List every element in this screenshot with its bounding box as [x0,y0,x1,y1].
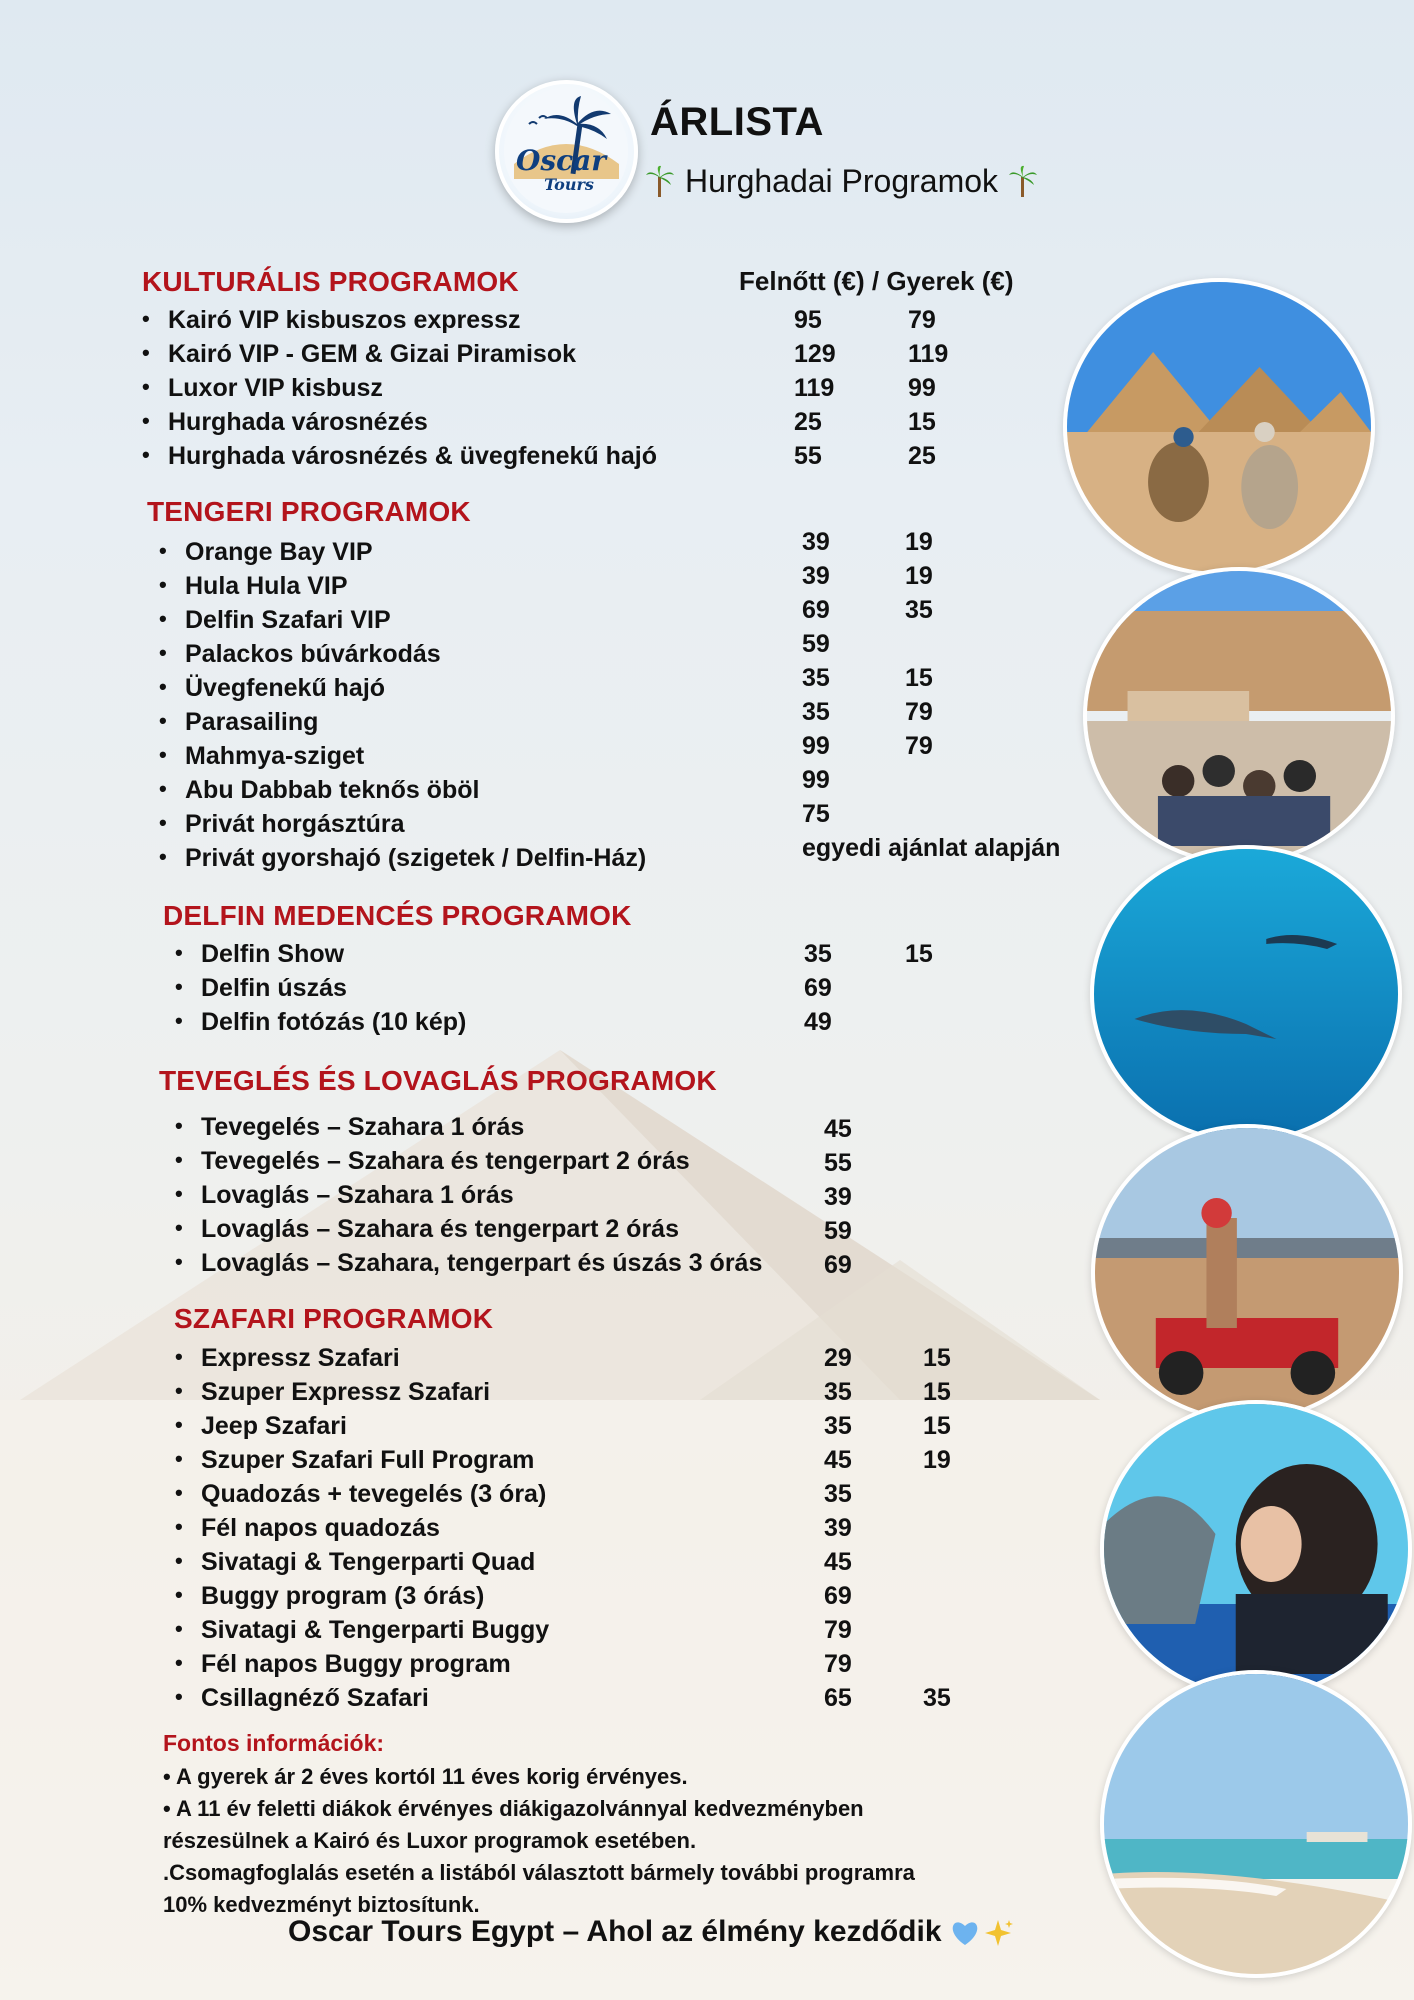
bullet-icon: • [142,442,150,467]
sparkles-icon [984,1918,1014,1948]
program-name: Delfin Show [201,940,345,968]
adult-price: 79 [824,1650,852,1678]
adult-price: 69 [802,596,830,624]
program-name: Jeep Szafari [201,1412,347,1440]
page-subtitle [645,163,1038,200]
section-title-safari: SZAFARI PROGRAMOK [174,1303,494,1334]
section-title-sea: TENGERI PROGRAMOK [147,496,471,527]
adult-price: 59 [824,1217,852,1245]
program-name: Fél napos quadozás [201,1514,440,1542]
program-name: Lovaglás – Szahara, tengerpart és úszás 3 órás [201,1249,763,1277]
adult-price: 49 [804,1008,832,1036]
adult-price: 45 [824,1548,852,1576]
program-name: Delfin Szafari VIP [185,606,391,634]
adult-price: 69 [804,974,832,1002]
program-name: Mahmya-sziget [185,742,365,770]
program-name: Lovaglás – Szahara 1 órás [201,1181,514,1209]
adult-price: 69 [824,1582,852,1610]
desert-quad-photo [1091,1124,1403,1422]
adult-price: 35 [804,940,832,968]
adult-price: 35 [824,1412,852,1440]
adult-price: 99 [802,732,830,760]
program-name: Delfin úszás [201,974,347,1002]
program-name: Üvegfenekű hajó [185,674,386,702]
bullet-icon: • [175,1582,183,1607]
program-name: Orange Bay VIP [185,538,373,566]
adult-price: 65 [824,1684,852,1712]
child-price: 79 [905,698,933,726]
child-price: 19 [905,562,933,590]
program-name: Sivatagi & Tengerparti Buggy [201,1616,550,1644]
bullet-icon: • [159,674,167,699]
adult-price: 39 [824,1514,852,1542]
logo-text-tours: Tours [544,175,594,194]
child-price: 19 [923,1446,951,1474]
adult-price: 39 [824,1183,852,1211]
bullet-icon: • [175,1616,183,1641]
bullet-icon: • [175,1514,183,1539]
bullet-icon: • [175,1008,183,1033]
section-title-camel-horse: TEVEGLÉS ÉS LOVAGLÁS PROGRAMOK [159,1065,717,1096]
bullet-icon: • [159,810,167,835]
program-name: Hurghada városnézés & üvegfenekű hajó [168,442,658,470]
beach-shore-photo [1100,1670,1412,1978]
adult-price: 35 [824,1378,852,1406]
program-name: Kairó VIP - GEM & Gizai Piramisok [168,340,576,368]
bullet-icon: • [175,1412,183,1437]
blue-heart-icon [950,1919,980,1947]
program-name: Quadozás + tevegelés (3 óra) [201,1480,547,1508]
bullet-icon: • [159,844,167,869]
child-price: 119 [908,340,949,368]
info-title: Fontos információk: [163,1730,385,1756]
bullet-icon: • [175,1147,183,1172]
program-name: Lovaglás – Szahara és tengerpart 2 órás [201,1215,679,1243]
adult-price: 25 [794,408,822,436]
program-name: Hula Hula VIP [185,572,348,600]
child-price: 15 [923,1344,951,1372]
section-title-dolphin: DELFIN MEDENCÉS PROGRAMOK [163,900,632,931]
child-price: 99 [908,374,936,402]
adult-price: 39 [802,528,830,556]
program-name: Tevegelés – Szahara 1 órás [201,1113,525,1141]
bullet-icon: • [175,1548,183,1573]
adult-price: 129 [794,340,836,368]
child-price: 15 [908,408,936,436]
bullet-icon: • [175,1446,183,1471]
program-name: Sivatagi & Tengerparti Quad [201,1548,536,1576]
child-price: 15 [905,940,933,968]
child-price: 19 [905,528,933,556]
adult-price: 55 [794,442,822,470]
adult-price: 35 [824,1480,852,1508]
program-name: Delfin fotózás (10 kép) [201,1008,467,1036]
bullet-icon: • [175,1215,183,1240]
info-line: • A 11 év feletti diákok érvényes diákigazolvánnyal kedvezményben [163,1796,864,1821]
adult-price: 35 [802,664,830,692]
adult-price: 35 [802,698,830,726]
program-name: Privát gyorshajó (szigetek / Delfin-Ház) [185,844,647,872]
adult-price: 99 [802,766,830,794]
program-name: Fél napos Buggy program [201,1650,511,1678]
bullet-icon: • [142,374,150,399]
bullet-icon: • [142,340,150,365]
program-name: Csillagnéző Szafari [201,1684,429,1712]
adult-price: 55 [824,1149,852,1177]
program-name: Abu Dabbab teknős öböl [185,776,480,804]
adult-price: 95 [794,306,822,334]
bullet-icon: • [175,1378,183,1403]
child-price: 15 [923,1378,951,1406]
bullet-icon: • [159,708,167,733]
bullet-icon: • [175,1650,183,1675]
program-name: Privát horgásztúra [185,810,405,838]
adult-price: 45 [824,1115,852,1143]
child-price: 25 [908,442,936,470]
bullet-icon: • [159,742,167,767]
bullet-icon: • [175,1684,183,1709]
subtitle-text: Hurghadai Programok [685,163,999,199]
dolphin-kiss-photo [1100,1400,1412,1698]
palm-tree-icon [645,165,675,199]
adult-price: 59 [802,630,830,658]
bullet-icon: • [175,1344,183,1369]
program-name: Buggy program (3 órás) [201,1582,485,1610]
luxor-temple-group-photo [1083,567,1395,865]
footer-slogan [288,1915,1014,1949]
bullet-icon: • [175,974,183,999]
program-name: Expressz Szafari [201,1344,400,1372]
program-name: Parasailing [185,708,319,736]
bullet-icon: • [159,606,167,631]
palm-tree-icon [1008,165,1038,199]
bullet-icon: • [175,1480,183,1505]
underwater-dolphin-photo [1090,845,1402,1143]
adult-price: 45 [824,1446,852,1474]
bullet-icon: • [142,306,150,331]
child-price: 15 [923,1412,951,1440]
adult-price: 119 [794,374,835,402]
program-name: Szuper Szafari Full Program [201,1446,535,1474]
program-name: Szuper Expressz Szafari [201,1378,491,1406]
adult-price: 79 [824,1616,852,1644]
bullet-icon: • [175,1249,183,1274]
adult-price: 39 [802,562,830,590]
bullet-icon: • [159,776,167,801]
bullet-icon: • [175,1113,183,1138]
page-title: ÁRLISTA [650,100,824,144]
adult-price: 29 [824,1344,852,1372]
adult-price: 75 [802,800,830,828]
child-price: 35 [905,596,933,624]
pyramids-camel-photo [1063,278,1375,576]
child-price: 79 [905,732,933,760]
child-price: 79 [908,306,936,334]
bullet-icon: • [175,1181,183,1206]
bullet-icon: • [159,572,167,597]
child-price: 35 [923,1684,951,1712]
program-name: Palackos búvárkodás [185,640,441,668]
child-price: 15 [905,664,933,692]
bullet-icon: • [159,538,167,563]
bullet-icon: • [159,640,167,665]
program-name: Tevegelés – Szahara és tengerpart 2 órás [201,1147,690,1175]
adult-price: 69 [824,1251,852,1279]
section-title-cultural: KULTURÁLIS PROGRAMOK [142,266,519,297]
info-line: .Csomagfoglalás esetén a listából választott bármely további programra [163,1860,915,1885]
bullet-icon: • [142,408,150,433]
program-name: Kairó VIP kisbuszos expressz [168,306,521,334]
program-name: Luxor VIP kisbusz [168,374,383,402]
logo-text-oscar: Oscar [515,144,607,177]
adult-price: egyedi ajánlat alapján [802,834,1061,862]
info-line: részesülnek a Kairó és Luxor programok esetében. [163,1828,697,1853]
price-column-header: Felnőtt (€) / Gyerek (€) [739,266,1014,296]
info-line: 10% kedvezményt biztosítunk. [163,1892,480,1917]
footer-text: Oscar Tours Egypt – Ahol az élmény kezdődik [288,1915,942,1948]
oscar-tours-logo [495,80,638,223]
program-name: Hurghada városnézés [168,408,428,436]
bullet-icon: • [175,940,183,965]
info-line: • A gyerek ár 2 éves kortól 11 éves korig érvényes. [163,1764,688,1789]
